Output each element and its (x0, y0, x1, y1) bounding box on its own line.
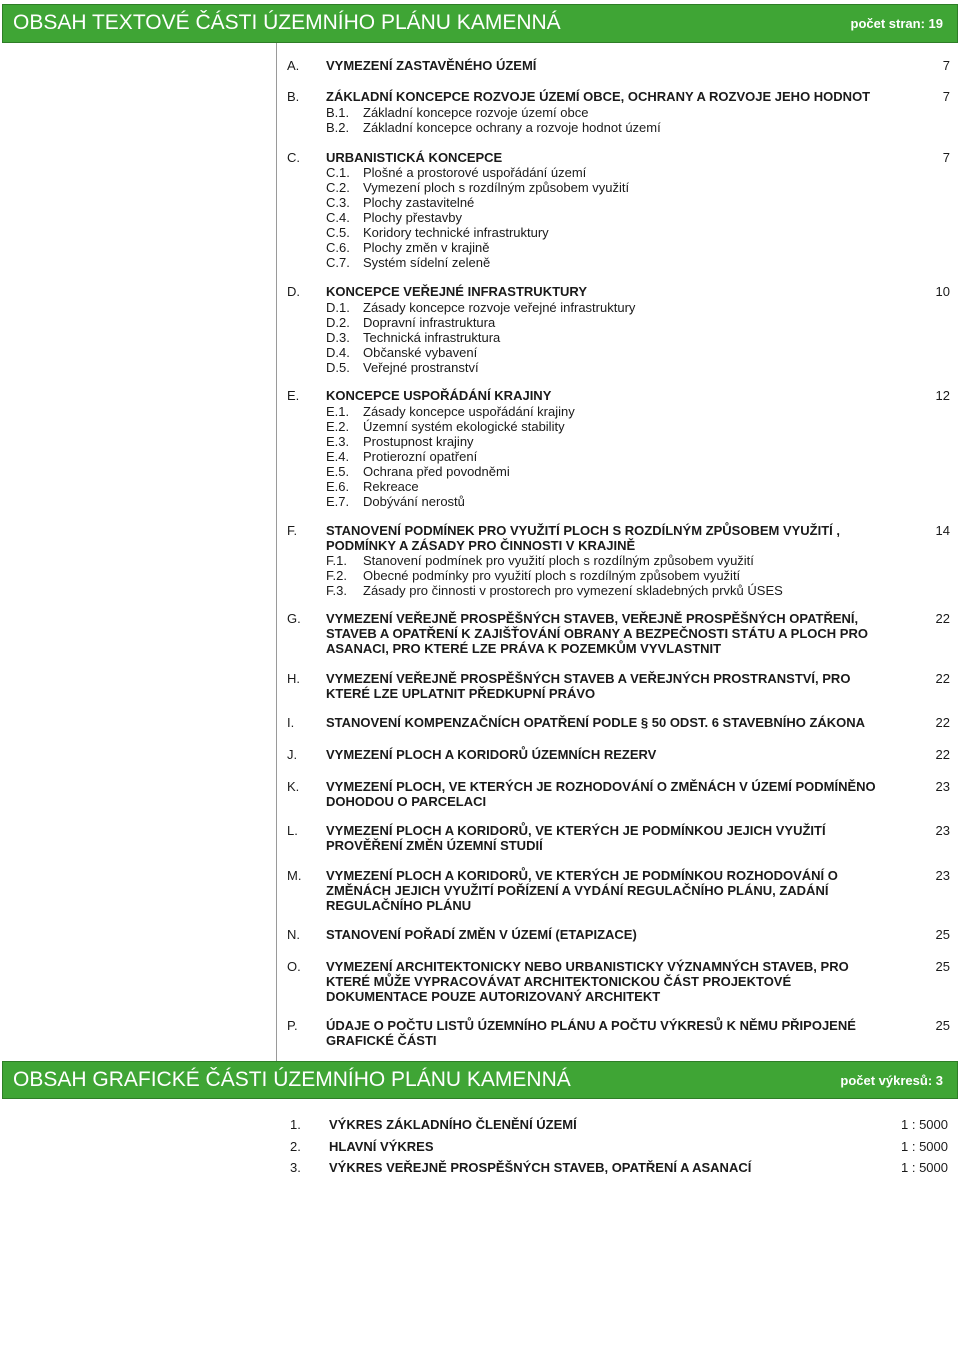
item-code: D.5. (326, 360, 350, 375)
item-code: F.3. (326, 583, 347, 598)
section-letter: D. (287, 284, 300, 299)
item-text: Protierozní opatření (363, 449, 478, 464)
item-text: Systém sídelní zeleně (363, 255, 491, 270)
item-text: Plochy změn v krajině (363, 240, 490, 255)
section-page: 22 (935, 611, 950, 626)
item-text: Plochy přestavby (363, 210, 462, 225)
section-page: 23 (935, 868, 950, 883)
section-title: VYMEZENÍ ZASTAVĚNÉHO ÚZEMÍ (326, 58, 537, 73)
item-text: Územní systém ekologické stability (363, 419, 565, 434)
item-code: C.5. (326, 225, 350, 240)
section-title: STANOVENÍ POŘADÍ ZMĚN V ÚZEMÍ (ETAPIZACE) (326, 927, 637, 942)
item-code: B.2. (326, 120, 350, 135)
section-page: 22 (935, 747, 950, 762)
section-letter: N. (287, 927, 300, 942)
section-title: URBANISTICKÁ KONCEPCE (326, 150, 503, 165)
item-text: Zásady pro činnosti v prostorech pro vymezení skladebných prvků ÚSES (363, 583, 783, 598)
item-text: Zásady koncepce rozvoje veřejné infrastruktury (363, 300, 636, 315)
item-code: E.4. (326, 449, 350, 464)
section-letter: J. (287, 747, 298, 762)
page-count: počet stran: 19 (850, 16, 943, 31)
drawing-scale: 1 : 5000 (901, 1139, 948, 1154)
item-text: Vymezení ploch s rozdílným způsobem využití (363, 180, 630, 195)
section-letter: G. (287, 611, 301, 626)
section-page: 23 (935, 779, 950, 794)
section-letter: L. (287, 823, 298, 838)
section-page: 7 (942, 58, 950, 73)
item-code: C.3. (326, 195, 350, 210)
item-code: E.6. (326, 479, 350, 494)
section-letter: K. (287, 779, 300, 794)
item-text: Dobývání nerostů (363, 494, 465, 509)
section-letter: I. (287, 715, 295, 730)
drawing-scale: 1 : 5000 (901, 1117, 948, 1132)
section-page: 7 (942, 89, 950, 104)
item-text: Stanovení podmínek pro využití ploch s rozdílným způsobem využití (363, 553, 754, 568)
section-title: ZÁKLADNÍ KONCEPCE ROZVOJE ÚZEMÍ OBCE, OCHRANY A ROZVOJE JEHO HODNOT (326, 89, 871, 104)
section-letter: H. (287, 671, 300, 686)
section-page: 10 (935, 284, 950, 299)
item-text: Technická infrastruktura (363, 330, 501, 345)
item-text: Základní koncepce ochrany a rozvoje hodnot území (363, 120, 661, 135)
item-code: E.2. (326, 419, 350, 434)
item-text: Základní koncepce rozvoje území obce (363, 105, 589, 120)
section-page: 22 (935, 671, 950, 686)
graphics-contents-header (2, 1061, 958, 1099)
section-letter: O. (287, 959, 301, 974)
item-code: C.4. (326, 210, 350, 225)
section-title: VYMEZENÍ PLOCH A KORIDORŮ, VE KTERÝCH JE PODMÍNKOU ROZHODOVÁNÍ O ZMĚNÁCH JEJICH VYUŽITÍ POŘÍZENÍ A VYDÁNÍ REGULAČNÍHO PLÁNU, ZADÁNÍ REGULAČNÍHO PLÁNU (326, 868, 838, 913)
drawing-count: počet výkresů: 3 (840, 1073, 943, 1088)
section-page: 25 (935, 1018, 950, 1033)
section-title: VYMEZENÍ ARCHITEKTONICKY NEBO URBANISTICKY VÝZNAMNÝCH STAVEB, PRO KTERÉ MŮŽE VYPRACOVÁVAT ARCHITEKTONICKOU ČÁST PROJEKTOVÉ DOKUMENTACE POUZE AUTORIZOVANÝ ARCHITEKT (326, 959, 849, 1004)
drawing-number: 3. (290, 1160, 301, 1175)
graphics-contents-title: OBSAH GRAFICKÉ ČÁSTI ÚZEMNÍHO PLÁNU KAMENNÁ (13, 1068, 571, 1091)
section-letter: C. (287, 150, 300, 165)
item-text: Obecné podmínky pro využití ploch s rozdílným způsobem využití (363, 568, 741, 583)
drawing-number: 1. (290, 1117, 301, 1132)
section-title: VYMEZENÍ VEŘEJNĚ PROSPĚŠNÝCH STAVEB, VEŘEJNĚ PROSPĚŠNÝCH OPATŘENÍ, STAVEB A OPATŘENÍ K ZAJIŠŤOVÁNÍ OBRANY A BEZPEČNOSTI STÁTU A PLOCH PRO ASANACI, PRO KTERÉ LZE PRÁVA K POZEMKŮM VYVLASTNIT (326, 611, 868, 656)
item-code: E.1. (326, 404, 350, 419)
item-text: Ochrana před povodněmi (363, 464, 510, 479)
drawing-number: 2. (290, 1139, 301, 1154)
section-title: STANOVENÍ KOMPENZAČNÍCH OPATŘENÍ PODLE § 50 ODST. 6 STAVEBNÍHO ZÁKONA (326, 715, 866, 730)
section-title: VYMEZENÍ VEŘEJNĚ PROSPĚŠNÝCH STAVEB A VEŘEJNÝCH PROSTRANSTVÍ, PRO KTERÉ LZE UPLATNIT PŘEDKUPNÍ PRÁVO (326, 671, 851, 701)
drawing-title: HLAVNÍ VÝKRES (329, 1139, 434, 1154)
item-text: Zásady koncepce uspořádání krajiny (363, 404, 575, 419)
section-page: 23 (935, 823, 950, 838)
item-code: B.1. (326, 105, 350, 120)
item-text: Rekreace (363, 479, 419, 494)
item-code: D.4. (326, 345, 350, 360)
section-title: KONCEPCE VEŘEJNÉ INFRASTRUKTURY (326, 284, 587, 299)
item-text: Dopravní infrastruktura (363, 315, 496, 330)
section-title: VYMEZENÍ PLOCH A KORIDORŮ, VE KTERÝCH JE PODMÍNKOU JEJICH VYUŽITÍ PROVĚŘENÍ ZMĚN ÚZEMNÍ STUDIÍ (326, 823, 826, 853)
item-code: D.3. (326, 330, 350, 345)
item-code: C.7. (326, 255, 350, 270)
section-letter: E. (287, 388, 300, 403)
section-letter: A. (287, 58, 300, 73)
section-page: 12 (935, 388, 950, 403)
drawing-title: VÝKRES VEŘEJNĚ PROSPĚŠNÝCH STAVEB, OPATŘENÍ A ASANACÍ (329, 1160, 752, 1175)
text-contents-title: OBSAH TEXTOVÉ ČÁSTI ÚZEMNÍHO PLÁNU KAMENNÁ (13, 11, 561, 34)
drawing-title: VÝKRES ZÁKLADNÍHO ČLENĚNÍ ÚZEMÍ (329, 1117, 577, 1132)
item-text: Koridory technické infrastruktury (363, 225, 549, 240)
item-text: Občanské vybavení (363, 345, 478, 360)
item-code: E.3. (326, 434, 350, 449)
section-page: 25 (935, 927, 950, 942)
item-code: F.1. (326, 553, 347, 568)
section-title: KONCEPCE USPOŘÁDÁNÍ KRAJINY (326, 388, 552, 403)
item-code: C.1. (326, 165, 350, 180)
item-text: Prostupnost krajiny (363, 434, 474, 449)
item-code: D.2. (326, 315, 350, 330)
section-page: 14 (935, 523, 950, 538)
item-text: Plošné a prostorové uspořádání území (363, 165, 587, 180)
section-letter: M. (287, 868, 302, 883)
section-letter: P. (287, 1018, 298, 1033)
divider-line (276, 43, 277, 1061)
text-contents-header (2, 4, 958, 43)
section-title: STANOVENÍ PODMÍNEK PRO VYUŽITÍ PLOCH S ROZDÍLNÝM ZPŮSOBEM VYUŽITÍ , PODMÍNKY A ZÁSADY PRO ČINNOSTI V KRAJINĚ (326, 523, 841, 553)
section-letter: F. (287, 523, 298, 538)
section-title: VYMEZENÍ PLOCH, VE KTERÝCH JE ROZHODOVÁNÍ O ZMĚNÁCH V ÚZEMÍ PODMÍNĚNO DOHODOU O PARCELACI (326, 779, 876, 809)
item-code: C.6. (326, 240, 350, 255)
item-text: Plochy zastavitelné (363, 195, 475, 210)
section-title: ÚDAJE O POČTU LISTŮ ÚZEMNÍHO PLÁNU A POČTU VÝKRESŮ K NĚMU PŘIPOJENÉ GRAFICKÉ ČÁSTI (326, 1018, 856, 1048)
section-title: VYMEZENÍ PLOCH A KORIDORŮ ÚZEMNÍCH REZERV (326, 747, 657, 762)
section-page: 22 (935, 715, 950, 730)
item-text: Veřejné prostranství (363, 360, 479, 375)
item-code: D.1. (326, 300, 350, 315)
section-page: 25 (935, 959, 950, 974)
item-code: F.2. (326, 568, 347, 583)
item-code: E.5. (326, 464, 350, 479)
section-page: 7 (942, 150, 950, 165)
section-letter: B. (287, 89, 300, 104)
item-code: C.2. (326, 180, 350, 195)
item-code: E.7. (326, 494, 350, 509)
drawing-scale: 1 : 5000 (901, 1160, 948, 1175)
